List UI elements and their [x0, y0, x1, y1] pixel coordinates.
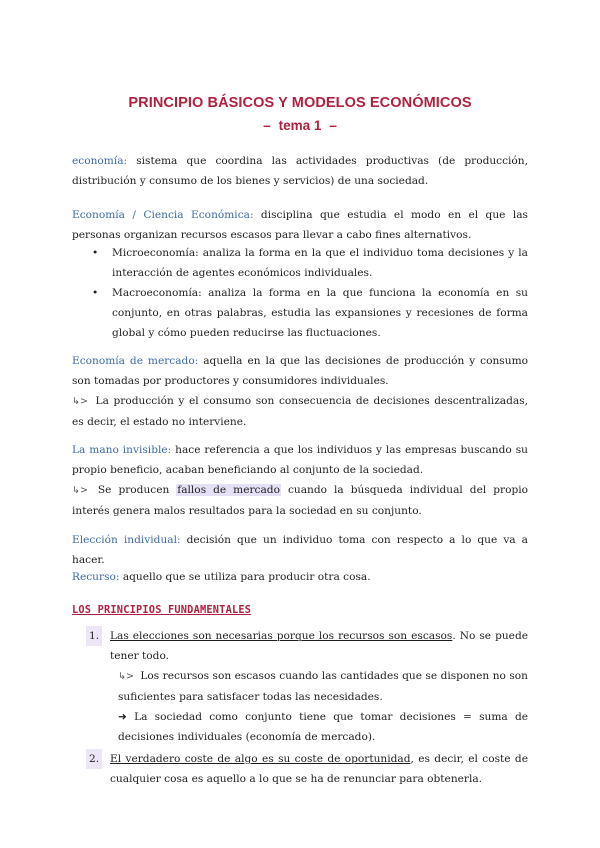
- principle-item-1: [72, 626, 528, 747]
- subtitle-dash-left: –: [263, 118, 271, 133]
- definition-text: disciplina que estudia el modo en el que las personas organizan recursos escasos para llevar a cabo fines alternativos.: [72, 209, 528, 241]
- list-item-macroeconomia: [92, 283, 528, 343]
- principle-subnote-2: [110, 707, 528, 747]
- note-text: Se producen: [90, 484, 177, 496]
- term-ciencia-economica: Economía / Ciencia Económica:: [72, 209, 254, 221]
- arrow-right-icon: ➜: [118, 711, 127, 723]
- principle-subnote: [110, 666, 528, 707]
- definition-text: hace referencia a que los individuos y las empresas buscando su propio beneficio, acaban beneficiando al conjunto de la sociedad.: [72, 444, 528, 476]
- term-mano-invisible: La mano invisible:: [72, 444, 172, 456]
- principle-text: . No se puede tener todo.: [110, 630, 528, 662]
- definition-text: sistema que coordina las actividades productivas (de producción, distribución y consumo de los bienes y servicios) de una sociedad.: [72, 155, 528, 187]
- term-recurso: Recurso:: [72, 571, 120, 583]
- document-title: PRINCIPIO BÁSICOS Y MODELOS ECONÓMICOS: [128, 95, 472, 111]
- definition-economia: [72, 151, 528, 191]
- subnote-text: Los recursos son escasos cuando las cantidades que se disponen no son suficientes para satisfacer todas las necesidades.: [118, 670, 528, 703]
- document-subtitle: [0, 118, 600, 133]
- definition-economia-mercado: [72, 351, 528, 432]
- principles-list: [72, 626, 528, 789]
- bullet-icon: •: [92, 287, 99, 299]
- definition-text: aquella en la que las decisiones de producción y consumo son tomadas por productores y consumidores individuales.: [72, 355, 528, 387]
- subtitle-dash-right: –: [329, 118, 337, 133]
- arrow-return-icon: ↳>: [118, 671, 134, 682]
- definition-mano-invisible: [72, 440, 528, 521]
- definition-recurso: [72, 567, 528, 587]
- definition-text: decisión que un individuo toma con respecto a lo que va a hacer.: [72, 534, 528, 566]
- highlighted-text: fallos de mercado: [177, 484, 280, 496]
- principle-number: 2.: [86, 749, 102, 769]
- arrow-return-icon: ↳>: [72, 485, 88, 496]
- bullet-icon: •: [92, 247, 99, 259]
- list-item-text: Microeconomía: analiza la forma en la que el individuo toma decisiones y la interacción de agentes económicos individuales.: [112, 247, 528, 279]
- bullet-list: [92, 243, 528, 343]
- note-text: cuando la búsqueda individual del propio interés genera malos resultados para la sociedad en su conjunto.: [72, 484, 528, 517]
- definition-ciencia-economica: [72, 205, 528, 245]
- definition-eleccion-individual: [72, 530, 528, 570]
- arrow-return-icon: ↳>: [72, 396, 88, 407]
- section-heading: LOS PRINCIPIOS FUNDAMENTALES: [72, 604, 252, 616]
- term-economia: economía:: [72, 155, 128, 167]
- note-text: La producción y el consumo son consecuencia de decisiones descentralizadas, es decir, el estado no interviene.: [72, 395, 528, 428]
- subtitle-text: tema 1: [278, 118, 322, 133]
- term-eleccion-individual: Elección individual:: [72, 534, 181, 546]
- subnote-text: La sociedad como conjunto tiene que tomar decisiones = suma de decisiones individuales (economía de mercado).: [118, 711, 528, 743]
- list-item-text: Macroeconomía: analiza la forma en la que funciona la economía en su conjunto, en otras palabras, estudia las expansiones y recesiones de forma global y cómo pueden reducirse las fluctuaciones.: [112, 287, 528, 339]
- term-economia-mercado: Economía de mercado:: [72, 355, 199, 367]
- list-item-microeconomia: [92, 243, 528, 283]
- definition-text: aquello que se utiliza para producir otra cosa.: [119, 571, 371, 583]
- principle-text: , es decir, el coste de cualquier cosa es aquello a lo que se ha de renunciar para obtenerla.: [110, 753, 528, 785]
- principle-number: 1.: [86, 626, 102, 646]
- principle-item-2: [72, 749, 528, 789]
- principle-statement: Las elecciones son necesarias porque los recursos son escasos: [110, 630, 453, 642]
- principle-statement: El verdadero coste de algo es su coste de oportunidad: [110, 753, 411, 765]
